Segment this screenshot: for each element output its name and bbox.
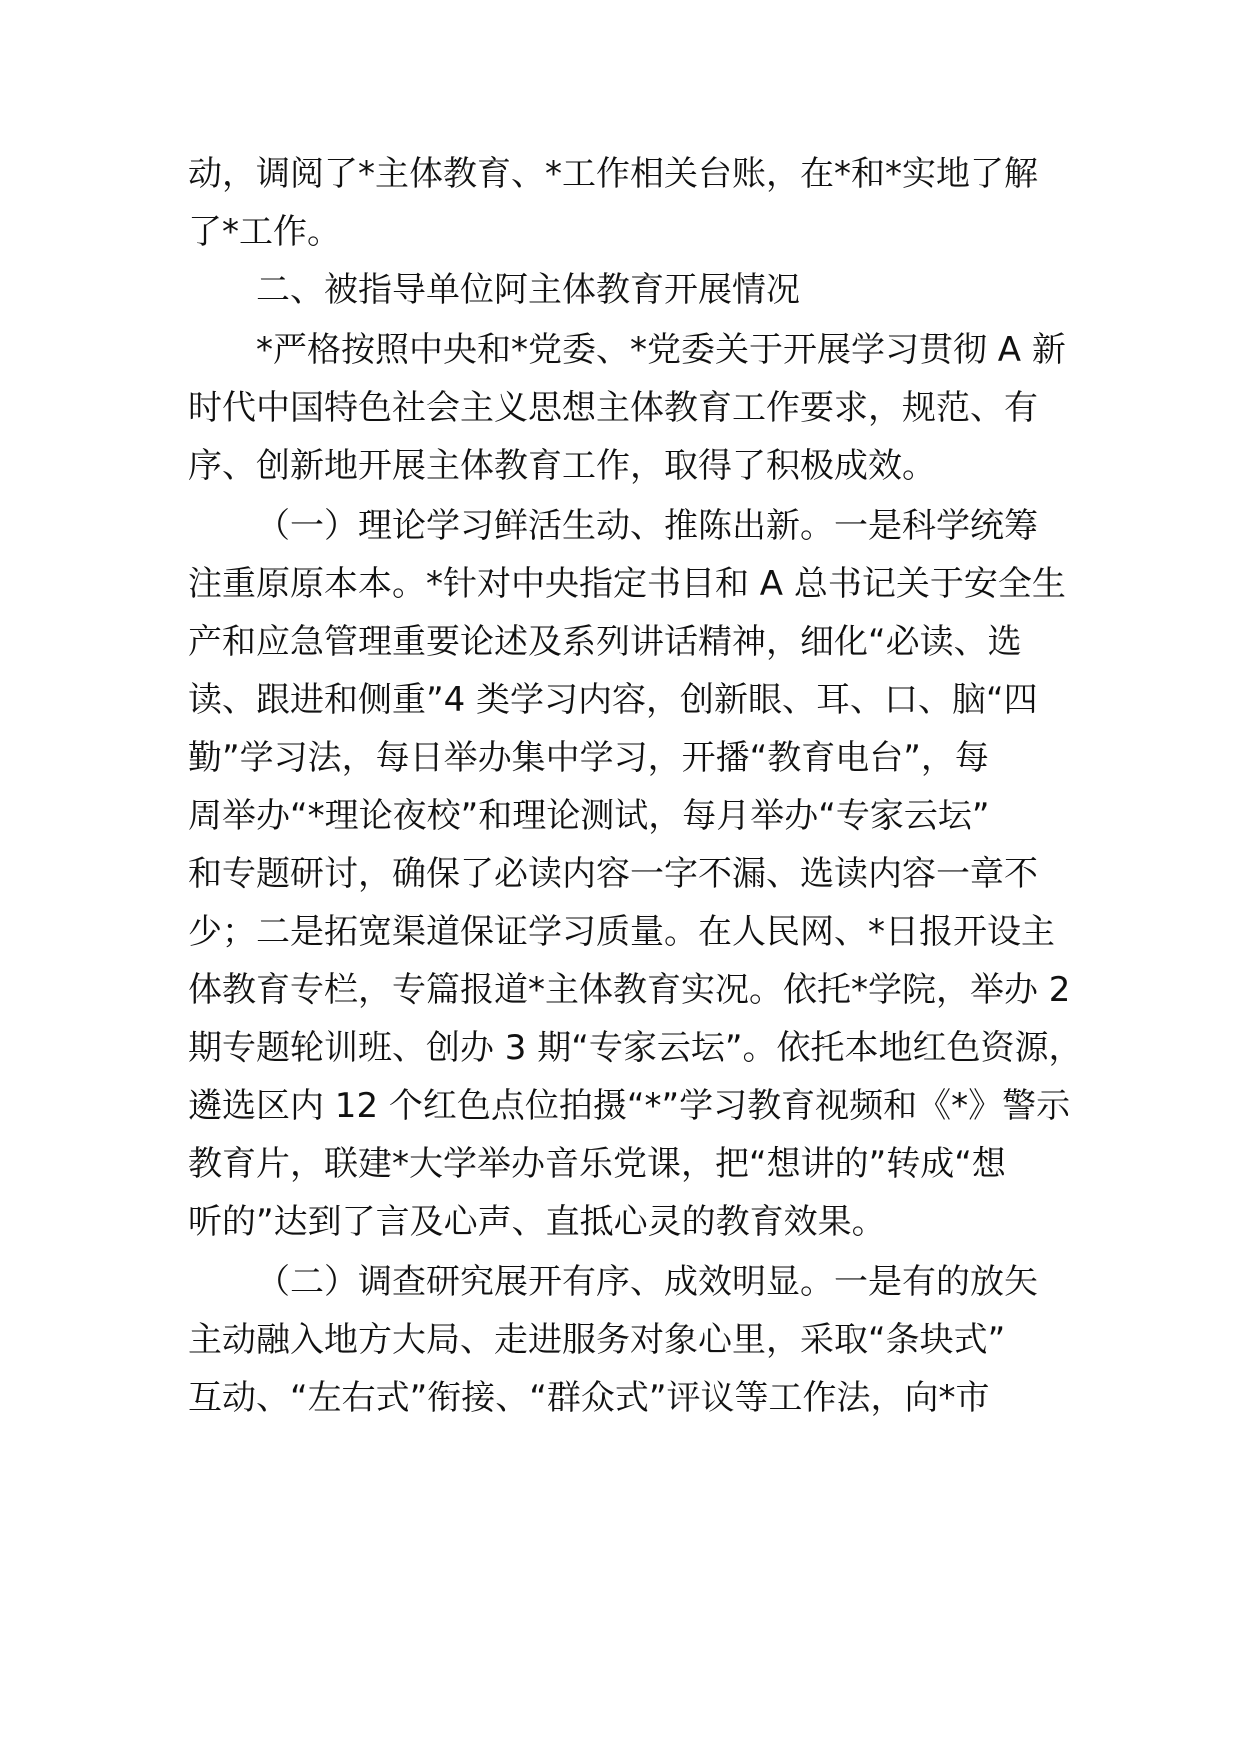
text-line: 听的”达到了言及心声、直抵心灵的教育效果。 [188,1202,886,1242]
text-line: 期专题轮训班、创办 3 期“专家云坛”。依托本地红色资源， [188,1028,1083,1068]
text-line: 动，调阅了*主体教育、*工作相关台账，在*和*实地了解 [188,154,1038,194]
text-line: 和专题研讨，确保了必读内容一字不漏、选读内容一章不 [188,854,1038,894]
text-line: 时代中国特色社会主义思想主体教育工作要求，规范、有 [188,388,1038,428]
text-line: 教育片，联建*大学举办音乐党课，把“想讲的”转成“想 [188,1144,1006,1184]
text-line: 勤”学习法，每日举办集中学习，开播“教育电台”，每 [188,738,989,778]
text-line: *严格按照中央和*党委、*党委关于开展学习贯彻 A 新 [256,330,1066,370]
section-heading: 二、被指导单位阿主体教育开展情况 [256,270,800,310]
text-line: 体教育专栏，专篇报道*主体教育实况。依托*学院，举办 2 [188,970,1071,1010]
text-line: 了*工作。 [188,212,341,252]
text-line: 互动、“左右式”衔接、“群众式”评议等工作法，向*市 [188,1378,990,1418]
text-line: 主动融入地方大局、走进服务对象心里，采取“条块式” [188,1320,1006,1360]
text-line: 遴选区内 12 个红色点位拍摄“*”学习教育视频和《*》警示 [188,1086,1071,1126]
subsection-heading: （一）理论学习鲜活生动、推陈出新。一是科学统筹 [256,506,1038,546]
text-line: 序、创新地开展主体教育工作，取得了积极成效。 [188,446,936,486]
text-line: 少；二是拓宽渠道保证学习质量。在人民网、*日报开设主 [188,912,1055,952]
text-line: 注重原原本本。*针对中央指定书目和 A 总书记关于安全生 [188,564,1066,604]
text-line: 产和应急管理重要论述及系列讲话精神，细化“必读、选 [188,622,1022,662]
text-line: 读、跟进和侧重”4 类学习内容，创新眼、耳、口、脑“四 [188,680,1038,720]
subsection-heading: （二）调查研究展开有序、成效明显。一是有的放矢 [256,1262,1038,1302]
text-line: 周举办“*理论夜校”和理论测试，每月举办“专家云坛” [188,796,990,836]
